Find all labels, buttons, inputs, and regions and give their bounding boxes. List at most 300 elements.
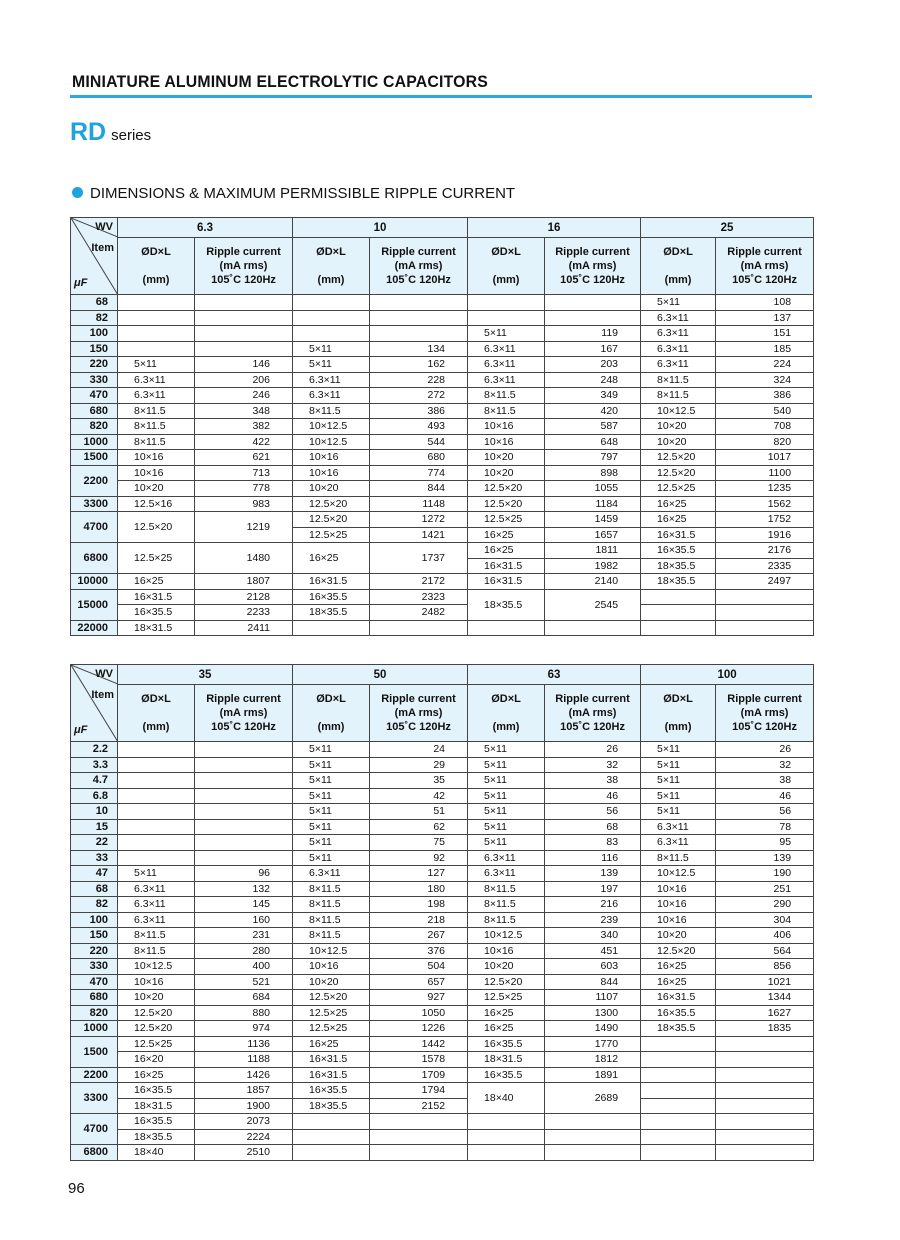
ripple-cell: 134 (370, 341, 468, 357)
ripple-cell: 684 (195, 990, 293, 1006)
ripple-header: Ripple current (mA rms) 105˚C 120Hz (370, 685, 468, 742)
table-row (71, 1114, 814, 1130)
table-row (71, 620, 814, 636)
table-row (71, 1005, 814, 1021)
dimension-cell: 8×11.5 (468, 897, 545, 913)
dimension-cell: 16×25 (118, 574, 195, 590)
ripple-cell (716, 1098, 814, 1114)
capacitance-cell: 100 (71, 326, 118, 342)
table-row (71, 990, 814, 1006)
capacitance-cell: 22 (71, 835, 118, 851)
dimension-cell: 5×11 (293, 757, 370, 773)
ripple-cell: 180 (370, 881, 468, 897)
section-heading (72, 185, 515, 202)
dimension-cell: 6.3×11 (118, 372, 195, 388)
ripple-cell: 116 (545, 850, 641, 866)
ripple-header: Ripple current (mA rms) 105˚C 120Hz (545, 685, 641, 742)
dimension-cell (468, 1114, 545, 1130)
page-number: 96 (68, 1180, 85, 1197)
ripple-cell: 1050 (370, 1005, 468, 1021)
table-row (71, 943, 814, 959)
dimension-cell: 5×11 (293, 850, 370, 866)
voltage-header: 100 (641, 665, 814, 685)
table-row (71, 419, 814, 435)
capacitance-cell: 1500 (71, 450, 118, 466)
dimension-cell: 10×20 (468, 465, 545, 481)
ripple-cell (195, 742, 293, 758)
dimension-cell: 8×11.5 (118, 434, 195, 450)
table-row (71, 295, 814, 311)
dimension-cell: 8×11.5 (118, 419, 195, 435)
capacitance-cell: 47 (71, 866, 118, 882)
table-row (71, 742, 814, 758)
ripple-cell: 420 (545, 403, 641, 419)
ripple-cell: 38 (545, 773, 641, 789)
ripple-cell: 603 (545, 959, 641, 975)
dimension-cell: 10×12.5 (641, 403, 716, 419)
dimension-cell: 16×25 (468, 527, 545, 543)
dimension-cell: 12.5×20 (293, 496, 370, 512)
ripple-cell: 251 (716, 881, 814, 897)
ripple-cell: 2482 (370, 605, 468, 621)
dimension-cell (118, 773, 195, 789)
dimension-cell: 16×31.5 (468, 574, 545, 590)
dimension-cell (118, 819, 195, 835)
dimension-cell (293, 295, 370, 311)
ripple-cell: 160 (195, 912, 293, 928)
table-row (71, 1145, 814, 1161)
dimension-cell: 5×11 (118, 866, 195, 882)
ripple-cell: 248 (545, 372, 641, 388)
table-row (71, 434, 814, 450)
dimension-cell (641, 1036, 716, 1052)
table-row (71, 959, 814, 975)
dimension-cell: 6.3×11 (641, 341, 716, 357)
ripple-cell: 1770 (545, 1036, 641, 1052)
ripple-cell: 540 (716, 403, 814, 419)
dimension-cell: 10×16 (118, 974, 195, 990)
capacitance-cell: 10000 (71, 574, 118, 590)
dimension-cell: 10×20 (118, 990, 195, 1006)
ripple-cell: 272 (370, 388, 468, 404)
ripple-cell: 2176 (716, 543, 814, 559)
dimension-cell: 6.3×11 (468, 357, 545, 373)
dimension-cell: 8×11.5 (293, 897, 370, 913)
capacitance-cell: 3300 (71, 1083, 118, 1114)
capacitance-cell: 470 (71, 388, 118, 404)
ripple-cell: 521 (195, 974, 293, 990)
ripple-cell: 145 (195, 897, 293, 913)
ripple-cell: 1807 (195, 574, 293, 590)
dimension-cell: 10×20 (293, 481, 370, 497)
ripple-cell (195, 788, 293, 804)
table-row (71, 357, 814, 373)
dimension-cell: 5×11 (293, 819, 370, 835)
ripple-cell: 386 (370, 403, 468, 419)
dimension-cell: 5×11 (468, 742, 545, 758)
ripple-cell: 95 (716, 835, 814, 851)
dimension-cell (118, 757, 195, 773)
dimension-cell: 8×11.5 (118, 403, 195, 419)
dimension-cell: 16×25 (468, 543, 545, 559)
dimension-cell (641, 1145, 716, 1161)
dimension-cell: 5×11 (118, 357, 195, 373)
dimension-cell: 16×25 (118, 1067, 195, 1083)
ripple-cell: 38 (716, 773, 814, 789)
dimension-cell (468, 295, 545, 311)
dimension-cell: 12.5×16 (118, 496, 195, 512)
capacitance-cell: 82 (71, 897, 118, 913)
ripple-cell: 167 (545, 341, 641, 357)
uf-label: μF (74, 724, 88, 736)
ripple-cell: 1480 (195, 543, 293, 574)
dimension-cell (468, 1145, 545, 1161)
dimension-cell (293, 1145, 370, 1161)
dimension-cell: 5×11 (641, 742, 716, 758)
capacitance-cell: 6800 (71, 543, 118, 574)
ripple-cell: 2510 (195, 1145, 293, 1161)
dimension-cell (118, 310, 195, 326)
ripple-cell: 216 (545, 897, 641, 913)
capacitance-cell: 2200 (71, 465, 118, 496)
dimension-cell: 6.3×11 (641, 326, 716, 342)
ripple-cell: 880 (195, 1005, 293, 1021)
ripple-cell: 974 (195, 1021, 293, 1037)
table-row (71, 341, 814, 357)
ripple-cell: 708 (716, 419, 814, 435)
ripple-cell: 348 (195, 403, 293, 419)
table-row (71, 388, 814, 404)
ripple-cell: 239 (545, 912, 641, 928)
dimension-cell: 12.5×25 (293, 1005, 370, 1021)
voltage-header: 25 (641, 218, 814, 238)
dimension-cell: 10×20 (468, 959, 545, 975)
ripple-cell: 1136 (195, 1036, 293, 1052)
dimension-cell: 18×35.5 (468, 589, 545, 620)
ripple-cell: 96 (195, 866, 293, 882)
dimension-cell: 16×25 (468, 1005, 545, 1021)
dimension-cell: 6.3×11 (641, 357, 716, 373)
ripple-cell: 2323 (370, 589, 468, 605)
dimension-cell: 12.5×25 (293, 1021, 370, 1037)
ripple-cell: 1100 (716, 465, 814, 481)
dimension-cell: 18×35.5 (641, 574, 716, 590)
ripple-cell (195, 773, 293, 789)
dimension-cell (118, 804, 195, 820)
voltage-header: 63 (468, 665, 641, 685)
ripple-cell: 119 (545, 326, 641, 342)
voltage-header: 16 (468, 218, 641, 238)
ripple-header: Ripple current (mA rms) 105˚C 120Hz (195, 685, 293, 742)
dimension-cell (641, 620, 716, 636)
table-row (71, 1129, 814, 1145)
capacitance-cell: 3.3 (71, 757, 118, 773)
dimension-cell: 16×35.5 (293, 589, 370, 605)
capacitance-cell: 330 (71, 959, 118, 975)
dimension-cell: 8×11.5 (293, 928, 370, 944)
table-row (71, 757, 814, 773)
dimension-cell (641, 605, 716, 621)
voltage-header: 10 (293, 218, 468, 238)
ripple-header: Ripple current (mA rms) 105˚C 120Hz (370, 238, 468, 295)
table-row (71, 897, 814, 913)
capacitance-cell: 470 (71, 974, 118, 990)
ripple-cell: 2128 (195, 589, 293, 605)
ripple-cell (545, 620, 641, 636)
ripple-cell (195, 326, 293, 342)
capacitance-cell: 1000 (71, 434, 118, 450)
ripple-cell: 56 (545, 804, 641, 820)
table-row (71, 850, 814, 866)
ripple-cell (545, 310, 641, 326)
dimension-cell: 16×25 (293, 543, 370, 574)
capacitance-cell: 150 (71, 928, 118, 944)
dimension-cell (641, 589, 716, 605)
ripple-cell (370, 295, 468, 311)
dimension-cell (293, 310, 370, 326)
table-row (71, 465, 814, 481)
dimension-cell: 10×16 (468, 943, 545, 959)
ripple-cell (195, 819, 293, 835)
ripple-cell: 713 (195, 465, 293, 481)
dimension-cell: 10×20 (118, 481, 195, 497)
table-row (71, 835, 814, 851)
capacitance-cell: 330 (71, 372, 118, 388)
dimension-cell (468, 310, 545, 326)
ripple-cell (716, 620, 814, 636)
dimension-cell: 8×11.5 (641, 388, 716, 404)
dimension-cell: 6.3×11 (118, 388, 195, 404)
capacitance-cell: 4700 (71, 1114, 118, 1145)
ripple-cell: 1627 (716, 1005, 814, 1021)
dimension-cell: 12.5×25 (468, 512, 545, 528)
capacitance-cell: 33 (71, 850, 118, 866)
ripple-cell: 35 (370, 773, 468, 789)
ripple-cell (716, 1052, 814, 1068)
dimension-cell: 6.3×11 (468, 850, 545, 866)
ripple-header: Ripple current (mA rms) 105˚C 120Hz (716, 685, 814, 742)
ripple-cell: 228 (370, 372, 468, 388)
ripple-cell: 24 (370, 742, 468, 758)
dimension-cell: 6.3×11 (468, 372, 545, 388)
ripple-cell: 2689 (545, 1083, 641, 1114)
dimension-cell (293, 620, 370, 636)
ripple-cell: 75 (370, 835, 468, 851)
ripple-cell (716, 1145, 814, 1161)
ripple-cell (195, 295, 293, 311)
table-row (71, 1052, 814, 1068)
dimension-cell: 16×35.5 (468, 1036, 545, 1052)
table-row (71, 605, 814, 621)
uf-label: μF (74, 277, 88, 289)
dimension-cell: 6.3×11 (641, 835, 716, 851)
capacitance-cell: 1000 (71, 1021, 118, 1037)
dimension-cell: 16×31.5 (293, 574, 370, 590)
dimension-header: ØD×L (mm) (293, 685, 370, 742)
table-row (71, 788, 814, 804)
dimension-cell: 5×11 (468, 835, 545, 851)
dimension-cell (118, 341, 195, 357)
ripple-cell: 1272 (370, 512, 468, 528)
ripple-cell: 898 (545, 465, 641, 481)
ripple-cell: 376 (370, 943, 468, 959)
dimension-cell: 6.3×11 (468, 341, 545, 357)
table-row (71, 928, 814, 944)
dimension-cell: 16×25 (641, 959, 716, 975)
ripple-cell: 32 (716, 757, 814, 773)
ripple-header: Ripple current (mA rms) 105˚C 120Hz (545, 238, 641, 295)
dimension-cell: 16×35.5 (118, 1083, 195, 1099)
dimension-cell: 10×20 (641, 434, 716, 450)
dimension-cell: 12.5×20 (118, 1005, 195, 1021)
dimension-cell: 12.5×25 (118, 543, 195, 574)
table-row (71, 881, 814, 897)
dimension-cell: 10×12.5 (641, 866, 716, 882)
dimension-cell: 16×31.5 (641, 527, 716, 543)
ripple-cell: 2172 (370, 574, 468, 590)
ripple-cell: 56 (716, 804, 814, 820)
dimension-cell: 5×11 (293, 788, 370, 804)
ripple-cell: 132 (195, 881, 293, 897)
capacitance-cell: 220 (71, 357, 118, 373)
table-row (71, 1067, 814, 1083)
ripple-cell: 324 (716, 372, 814, 388)
ripple-cell (716, 1114, 814, 1130)
ripple-cell: 26 (716, 742, 814, 758)
ripple-cell: 400 (195, 959, 293, 975)
dimension-cell: 6.3×11 (468, 866, 545, 882)
dimension-cell: 16×35.5 (641, 1005, 716, 1021)
ripple-cell (195, 804, 293, 820)
ripple-cell: 185 (716, 341, 814, 357)
dimension-cell: 16×35.5 (118, 1114, 195, 1130)
dimension-cell: 10×16 (293, 450, 370, 466)
ripple-cell: 1426 (195, 1067, 293, 1083)
ripple-table-high-voltage (70, 664, 814, 1161)
dimension-cell: 10×20 (293, 974, 370, 990)
capacitance-cell: 220 (71, 943, 118, 959)
ripple-cell: 190 (716, 866, 814, 882)
ripple-cell: 2224 (195, 1129, 293, 1145)
ripple-cell (545, 1129, 641, 1145)
dimension-cell: 8×11.5 (468, 403, 545, 419)
dimension-cell: 6.3×11 (293, 372, 370, 388)
item-label: Item (91, 242, 114, 254)
table-row (71, 481, 814, 497)
ripple-cell: 422 (195, 434, 293, 450)
ripple-cell (716, 1067, 814, 1083)
dimension-cell: 18×31.5 (118, 1098, 195, 1114)
dimension-cell: 16×25 (293, 1036, 370, 1052)
ripple-cell (195, 310, 293, 326)
dimension-cell: 18×35.5 (641, 558, 716, 574)
dimension-cell: 8×11.5 (641, 372, 716, 388)
header-corner (71, 218, 118, 295)
table-row (71, 310, 814, 326)
dimension-cell: 12.5×20 (468, 496, 545, 512)
ripple-cell: 197 (545, 881, 641, 897)
dimension-cell: 12.5×20 (641, 465, 716, 481)
dimension-cell: 18×31.5 (118, 620, 195, 636)
dimension-header: ØD×L (mm) (641, 238, 716, 295)
dimension-cell: 16×25 (641, 974, 716, 990)
dimension-cell: 16×25 (641, 512, 716, 528)
bullet-dot-icon (72, 187, 83, 198)
dimension-cell (118, 295, 195, 311)
ripple-cell: 1982 (545, 558, 641, 574)
dimension-header: ØD×L (mm) (468, 685, 545, 742)
dimension-cell: 16×31.5 (293, 1067, 370, 1083)
ripple-cell: 1107 (545, 990, 641, 1006)
ripple-cell: 983 (195, 496, 293, 512)
dimension-cell: 5×11 (641, 773, 716, 789)
table-row (71, 326, 814, 342)
dimension-cell (641, 1129, 716, 1145)
dimension-cell: 12.5×20 (293, 990, 370, 1006)
dimension-cell: 10×12.5 (293, 419, 370, 435)
section-title: DIMENSIONS & MAXIMUM PERMISSIBLE RIPPLE CURRENT (90, 185, 516, 202)
ripple-cell: 224 (716, 357, 814, 373)
dimension-cell: 12.5×25 (468, 990, 545, 1006)
table-row (71, 496, 814, 512)
dimension-cell: 10×16 (118, 450, 195, 466)
ripple-cell: 280 (195, 943, 293, 959)
capacitance-cell: 6800 (71, 1145, 118, 1161)
ripple-cell: 844 (545, 974, 641, 990)
ripple-cell: 1226 (370, 1021, 468, 1037)
ripple-cell: 108 (716, 295, 814, 311)
ripple-cell: 162 (370, 357, 468, 373)
ripple-cell: 198 (370, 897, 468, 913)
dimension-cell: 12.5×20 (468, 974, 545, 990)
ripple-cell (545, 1114, 641, 1130)
table-row (71, 403, 814, 419)
ripple-cell: 1794 (370, 1083, 468, 1099)
page-title: MINIATURE ALUMINUM ELECTROLYTIC CAPACITORS (72, 72, 488, 91)
ripple-cell (716, 1083, 814, 1099)
ripple-cell: 32 (545, 757, 641, 773)
dimension-cell: 16×35.5 (293, 1083, 370, 1099)
dimension-cell: 6.3×11 (118, 912, 195, 928)
title-underline (70, 95, 812, 98)
dimension-cell (118, 850, 195, 866)
dimension-cell: 16×25 (468, 1021, 545, 1037)
ripple-cell: 797 (545, 450, 641, 466)
ripple-cell: 680 (370, 450, 468, 466)
ripple-cell: 493 (370, 419, 468, 435)
capacitance-cell: 2200 (71, 1067, 118, 1083)
table-row (71, 773, 814, 789)
ripple-cell (195, 850, 293, 866)
dimension-cell: 18×40 (468, 1083, 545, 1114)
voltage-header: 35 (118, 665, 293, 685)
dimension-cell: 12.5×20 (118, 1021, 195, 1037)
ripple-cell: 1344 (716, 990, 814, 1006)
capacitance-cell: 1500 (71, 1036, 118, 1067)
dimension-cell (641, 1052, 716, 1068)
ripple-cell: 1148 (370, 496, 468, 512)
dimension-cell: 10×16 (293, 959, 370, 975)
ripple-cell: 1709 (370, 1067, 468, 1083)
dimension-cell: 5×11 (468, 326, 545, 342)
ripple-cell: 2140 (545, 574, 641, 590)
dimension-header: ØD×L (mm) (468, 238, 545, 295)
dimension-cell: 5×11 (468, 788, 545, 804)
ripple-cell: 1562 (716, 496, 814, 512)
ripple-cell: 1300 (545, 1005, 641, 1021)
dimension-cell: 10×16 (468, 434, 545, 450)
item-label: Item (91, 689, 114, 701)
